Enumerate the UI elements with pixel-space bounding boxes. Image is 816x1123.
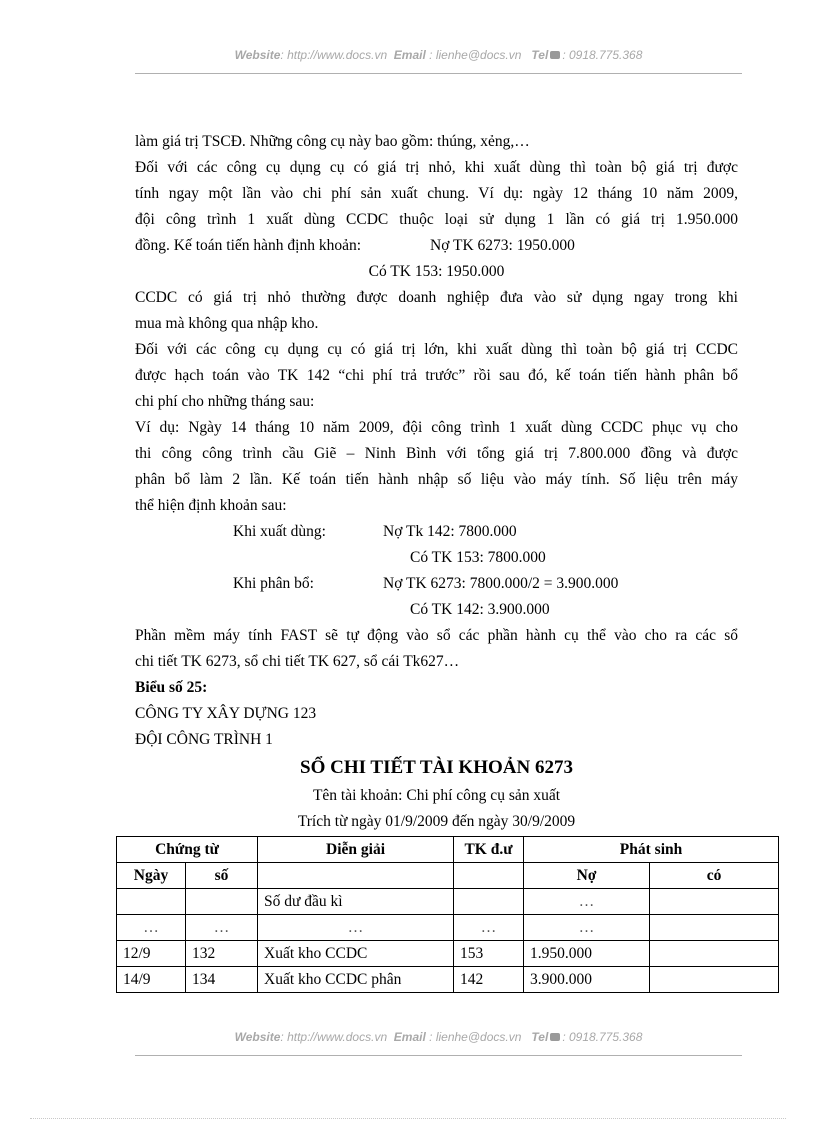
table-row xyxy=(117,915,779,941)
cell-no: … xyxy=(524,889,650,915)
table-row xyxy=(117,889,779,915)
footer-divider xyxy=(135,1055,742,1056)
tel-value: : 0918.775.368 xyxy=(562,1030,643,1044)
cell-so: … xyxy=(186,915,258,941)
paragraph-line: thi công công trình cầu Giẽ – Ninh Bình với tổng giá trị 7.800.000 đồng và được xyxy=(135,445,738,462)
entry-debit: Nợ TK 6273: 1950.000 xyxy=(430,237,575,254)
account-name: Tên tài khoản: Chi phí công cụ sản xuất xyxy=(312,787,561,804)
cell-no: 3.900.000 xyxy=(524,967,650,993)
header-phat-sinh: Phát sinh xyxy=(524,837,779,863)
cell-tk: 142 xyxy=(454,967,524,993)
cell-dien-giai: Xuất kho CCDC phân xyxy=(258,967,454,993)
table-header-row xyxy=(117,837,779,863)
header-blank xyxy=(258,863,454,889)
header-no: Nợ xyxy=(524,863,650,889)
cell-dien-giai: Số dư đầu kì xyxy=(258,889,454,915)
email-label: Email xyxy=(393,1030,426,1044)
paragraph-line: thể hiện định khoản sau: xyxy=(135,497,287,514)
cell-co xyxy=(650,941,779,967)
table-row xyxy=(117,967,779,993)
header-tk-du: TK đ.ư xyxy=(454,837,524,863)
cell-tk: … xyxy=(454,915,524,941)
cell-so: 132 xyxy=(186,941,258,967)
cell-no: 1.950.000 xyxy=(524,941,650,967)
paragraph-line: được hạch toán vào TK 142 “chi phí trả trước” rồi sau đó, kế toán tiến hành phân bổ xyxy=(135,367,738,384)
team-name: ĐỘI CÔNG TRÌNH 1 xyxy=(135,731,273,748)
table-subheader-row xyxy=(117,863,779,889)
email-value[interactable]: : lienhe@docs.vn xyxy=(429,1030,522,1044)
cell-co xyxy=(650,967,779,993)
phone-icon xyxy=(550,51,560,59)
cell-tk: 153 xyxy=(454,941,524,967)
paragraph-line: chi tiết TK 6273, sổ chi tiết TK 627, sổ cái Tk627… xyxy=(135,653,460,670)
paragraph-line: Đối với các công cụ dụng cụ có giá trị lớn, khi xuất dùng thì toàn bộ giá trị CCDC xyxy=(135,341,738,358)
paragraph-line: phân bổ làm 2 lần. Kế toán tiến hành nhập số liệu vào máy tính. Số liệu trên máy xyxy=(135,471,738,488)
website-value[interactable]: : http://www.docs.vn xyxy=(280,48,388,62)
entry-label: đồng. Kế toán tiến hành định khoản: xyxy=(135,237,361,254)
paragraph-line xyxy=(135,236,738,256)
page-header xyxy=(135,48,742,62)
paragraph-line: Phần mềm máy tính FAST sẽ tự động vào sổ các phần hành cụ thể vào cho ra các sổ xyxy=(135,627,738,644)
cell-no: … xyxy=(524,915,650,941)
entry-credit: Có TK 142: 3.900.000 xyxy=(410,601,550,618)
entry-debit: Nợ Tk 142: 7800.000 xyxy=(383,523,517,540)
paragraph-line: CCDC có giá trị nhỏ thường được doanh nghiệp đưa vào sử dụng ngay trong khi xyxy=(135,289,738,306)
paragraph-line: mua mà không qua nhập kho. xyxy=(135,315,319,332)
cell-ngay xyxy=(117,889,186,915)
cell-dien-giai: Xuất kho CCDC xyxy=(258,941,454,967)
tel-label: Tel xyxy=(531,1030,549,1044)
entry-label: Khi xuất dùng: xyxy=(233,523,326,540)
email-value[interactable]: : lienhe@docs.vn xyxy=(429,48,522,62)
website-label: Website xyxy=(234,48,281,62)
website-label: Website xyxy=(234,1030,281,1044)
page-footer xyxy=(135,1030,742,1044)
entry-credit: Có TK 153: 7800.000 xyxy=(410,549,546,566)
figure-label: Biểu số 25: xyxy=(135,679,208,696)
cell-co xyxy=(650,889,779,915)
phone-icon xyxy=(550,1033,560,1041)
entry-debit: Nợ TK 6273: 7800.000/2 = 3.900.000 xyxy=(383,575,619,592)
paragraph-line: Đối với các công cụ dụng cụ có giá trị nhỏ, khi xuất dùng thì toàn bộ giá trị được xyxy=(135,159,738,176)
cell-dien-giai: … xyxy=(258,915,454,941)
email-label: Email xyxy=(393,48,426,62)
website-value[interactable]: : http://www.docs.vn xyxy=(280,1030,388,1044)
header-so: số xyxy=(186,863,258,889)
header-chung-tu: Chứng từ xyxy=(117,837,258,863)
tel-label: Tel xyxy=(531,48,549,62)
header-co: có xyxy=(650,863,779,889)
header-divider xyxy=(135,73,742,74)
cell-co xyxy=(650,915,779,941)
ledger-title: SỔ CHI TIẾT TÀI KHOẢN 6273 xyxy=(300,757,573,778)
header-blank xyxy=(454,863,524,889)
paragraph-line: tính ngay một lần vào chi phí sản xuất chung. Ví dụ: ngày 12 tháng 10 năm 2009, xyxy=(135,185,738,202)
cell-tk xyxy=(454,889,524,915)
table-row xyxy=(117,941,779,967)
entry-credit: Có TK 153: 1950.000 xyxy=(368,263,505,280)
company-name: CÔNG TY XÂY DỰNG 123 xyxy=(135,705,317,722)
paragraph-line: chi phí cho những tháng sau: xyxy=(135,393,315,410)
cell-ngay: … xyxy=(117,915,186,941)
cell-ngay: 14/9 xyxy=(117,967,186,993)
paragraph-line: đội công trình 1 xuất dùng CCDC thuộc loại sử dụng 1 lần có giá trị 1.950.000 xyxy=(135,211,738,228)
entry-label: Khi phân bổ: xyxy=(233,575,314,592)
tel-value: : 0918.775.368 xyxy=(562,48,643,62)
paragraph-line: làm giá trị TSCĐ. Những công cụ này bao gồm: thúng, xẻng,… xyxy=(135,133,530,150)
page-bottom-edge xyxy=(30,1118,786,1119)
header-dien-giai: Diễn giải xyxy=(258,837,454,863)
paragraph-line: Ví dụ: Ngày 14 tháng 10 năm 2009, đội công trình 1 xuất dùng CCDC phục vụ cho xyxy=(135,419,738,436)
ledger-table xyxy=(116,836,779,993)
cell-so xyxy=(186,889,258,915)
period: Trích từ ngày 01/9/2009 đến ngày 30/9/2009 xyxy=(297,813,576,830)
cell-so: 134 xyxy=(186,967,258,993)
header-ngay: Ngày xyxy=(117,863,186,889)
cell-ngay: 12/9 xyxy=(117,941,186,967)
